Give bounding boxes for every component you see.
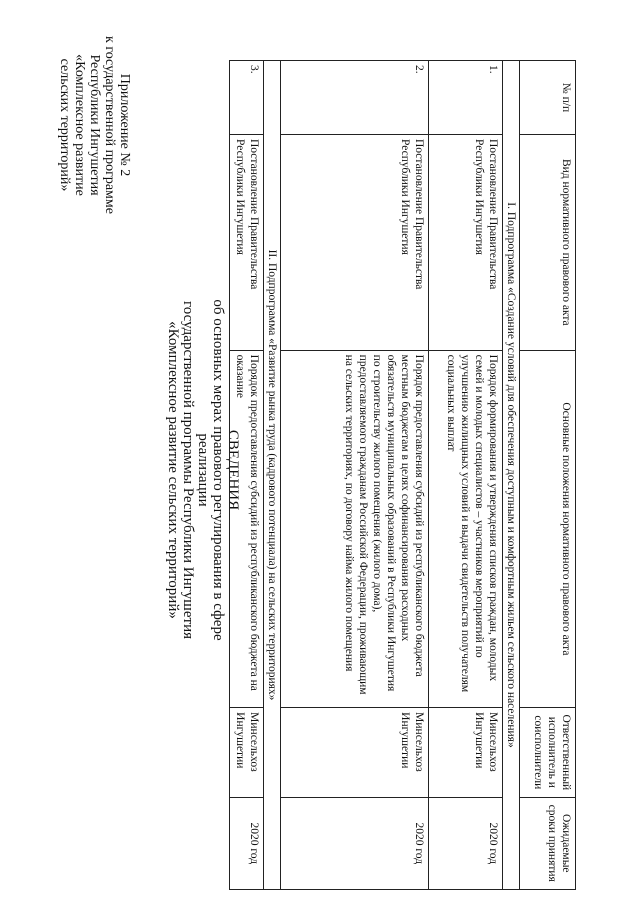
measures-table-wrapper xyxy=(229,60,576,890)
appendix-line: «Комплексное развитие xyxy=(72,54,87,196)
page-subtitle: «Комплексное развитие сельских территорий» xyxy=(165,321,181,619)
row-deadline: 2020 год xyxy=(429,797,503,889)
row-num: 3. xyxy=(230,61,264,135)
section-row xyxy=(503,61,520,890)
table-row xyxy=(281,61,429,890)
table-row xyxy=(429,61,503,890)
row-deadline: 2020 год xyxy=(281,797,429,889)
row-num: 2. xyxy=(281,61,429,135)
row-executor: Минсельхоз Ингушетии xyxy=(429,708,503,797)
appendix-header xyxy=(57,10,132,240)
header-provisions: Основные положения нормативного правового акта xyxy=(520,350,576,707)
table-header-row xyxy=(520,61,576,890)
section-title: II. Подпрограмма «Развитие рынка труда (кадрового потенциала) на сельских территориях» xyxy=(264,61,281,890)
row-act-type: Постановление Правительства Республики Ингушетия xyxy=(429,134,503,350)
row-executor: Минсельхоз Ингушетии xyxy=(230,708,264,797)
table-row xyxy=(230,61,264,890)
page-subtitle: об основных мерах правового регулирования в сфере реализации xyxy=(195,299,226,641)
row-provisions: Порядок предоставления субсидий из республиканского бюджета местным бюджетам в целях софинансирования расходных обязательств муниципальных образований в Республики Ингушетия по строительству жилого помещения (жилого дома), предоставляемого гражданам Российской Федерации, проживающим на сельских территориях, по договору найма жилого помещения xyxy=(281,350,429,707)
header-act-type: Вид нормативного правового акта xyxy=(520,134,576,350)
appendix-line: сельских территорий» xyxy=(57,58,72,192)
page-title: СВЕДЕНИЯ xyxy=(225,429,241,511)
row-act-type: Постановление Правительства Республики Ингушетия xyxy=(281,134,429,350)
appendix-number: Приложение № 2 xyxy=(117,73,132,177)
row-act-type: Постановление Правительства Республики Ингушетия xyxy=(230,134,264,350)
row-executor: Минсельхоз Ингушетии xyxy=(281,708,429,797)
row-provisions: Порядок предоставления субсидий из республиканского бюджета на оказание xyxy=(230,350,264,707)
measures-table xyxy=(229,60,576,890)
row-provisions: Порядок формирования и утверждения списков граждан, молодых семей и молодых специалистов – участников мероприятий по улучшению жилищных условий и выдачи свидетельств получателям социальных выплат xyxy=(429,350,503,707)
row-deadline: 2020 год xyxy=(230,797,264,889)
header-deadline: Ожидаемые сроки принятия xyxy=(520,797,576,889)
header-executor: Ответственный исполнитель и соисполнители xyxy=(520,708,576,797)
header-num: № п/п xyxy=(520,61,576,135)
section-row xyxy=(264,61,281,890)
page-subtitle: государственной программы Республики Ингушетия xyxy=(180,300,196,639)
appendix-line: к государственной программе xyxy=(102,36,117,214)
row-num: 1. xyxy=(429,61,503,135)
section-title: I. Подпрограмма «Создание условий для обеспечения доступным и комфортным жильем сельского населения» xyxy=(503,61,520,890)
appendix-line: Республики Ингушетия xyxy=(87,54,102,196)
